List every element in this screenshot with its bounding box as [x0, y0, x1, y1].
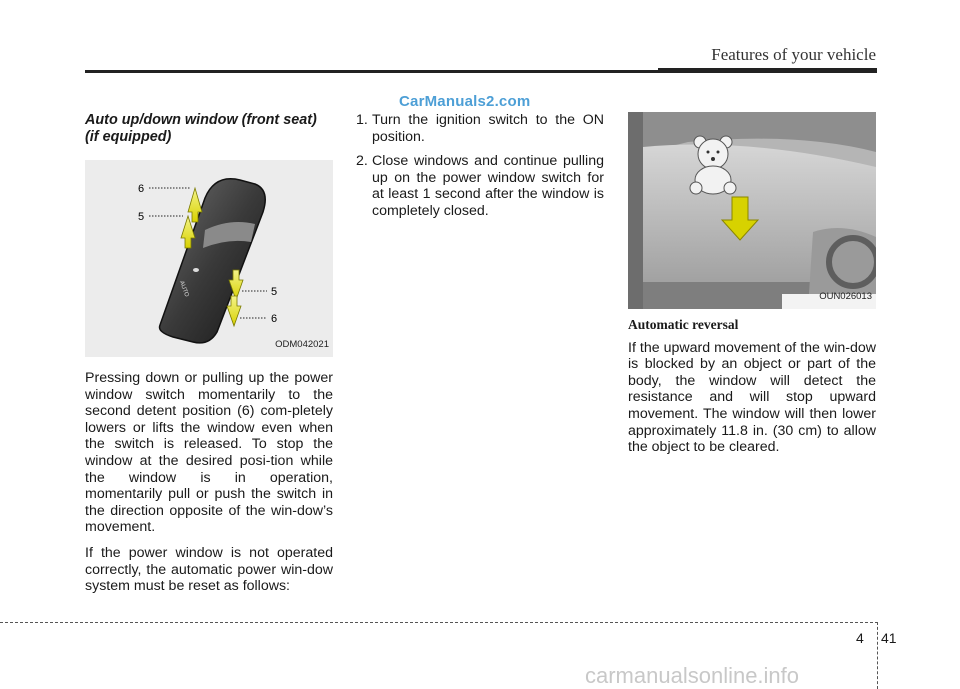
figure-code: OUN026013: [819, 291, 872, 303]
step-text: Turn the ignition switch to the ON position.: [372, 112, 604, 145]
paragraph: Pressing down or pulling up the power window switch momentarily to the second detent position (6) com-pletely lowers or lifts the window even when the switch is released. To stop the window at the desired posi-tion while the window is in operation, momentarily pull or push the switch in the direction opposite of the win-dow’s movement.: [85, 370, 333, 536]
header-rule-accent: [658, 68, 877, 73]
auto-reversal-figure: [628, 112, 876, 309]
subheading: Automatic reversal: [628, 317, 739, 332]
column-middle: [356, 112, 604, 228]
step-number: 2.: [356, 153, 368, 170]
label-6-up: 6: [138, 183, 145, 195]
chapter-number: 4: [856, 630, 864, 646]
step-text: Close windows and continue pulling up on the power window switch for at least 1 second after the window is completely closed.: [372, 153, 604, 219]
step-number: 1.: [356, 112, 368, 128]
step-item: [356, 153, 604, 219]
car-window-illustration: [628, 112, 876, 309]
page-number: 41: [881, 630, 897, 646]
paragraph: If the power window is not operated correctly, the automatic power win-dow system must be reset as follows:: [85, 544, 333, 595]
window-switch-illustration: [85, 160, 333, 357]
paragraph: If the upward movement of the win-dow is blocked by an object or part of the body, the window will detect the resistance and will stop upward movement. The window will then lower approximately 11.8 in. (30 cm) to allow the object to be cleared.: [628, 339, 876, 456]
column-left: [85, 112, 333, 604]
door-pillar: [628, 112, 643, 309]
label-5-up: 5: [138, 211, 145, 223]
switch-indicator-dot: [193, 268, 199, 272]
watermark-link[interactable]: CarManuals2.com: [399, 93, 531, 110]
column-right: [628, 112, 876, 465]
label-6-down: 6: [271, 313, 278, 325]
watermark-footer[interactable]: carmanualsonline.info: [585, 663, 800, 688]
switch-auto-text: AUTO: [177, 280, 190, 298]
step-item: [356, 112, 604, 145]
figure-code: ODM042021: [275, 339, 329, 351]
label-5-down: 5: [271, 286, 278, 298]
footer-divider: [877, 622, 878, 689]
window-switch-figure: [85, 160, 333, 357]
running-header-title: Features of your vehicle: [711, 45, 876, 64]
section-title: Auto up/down window (front seat) (if equipped): [85, 112, 317, 145]
footer-rule: [0, 622, 878, 623]
